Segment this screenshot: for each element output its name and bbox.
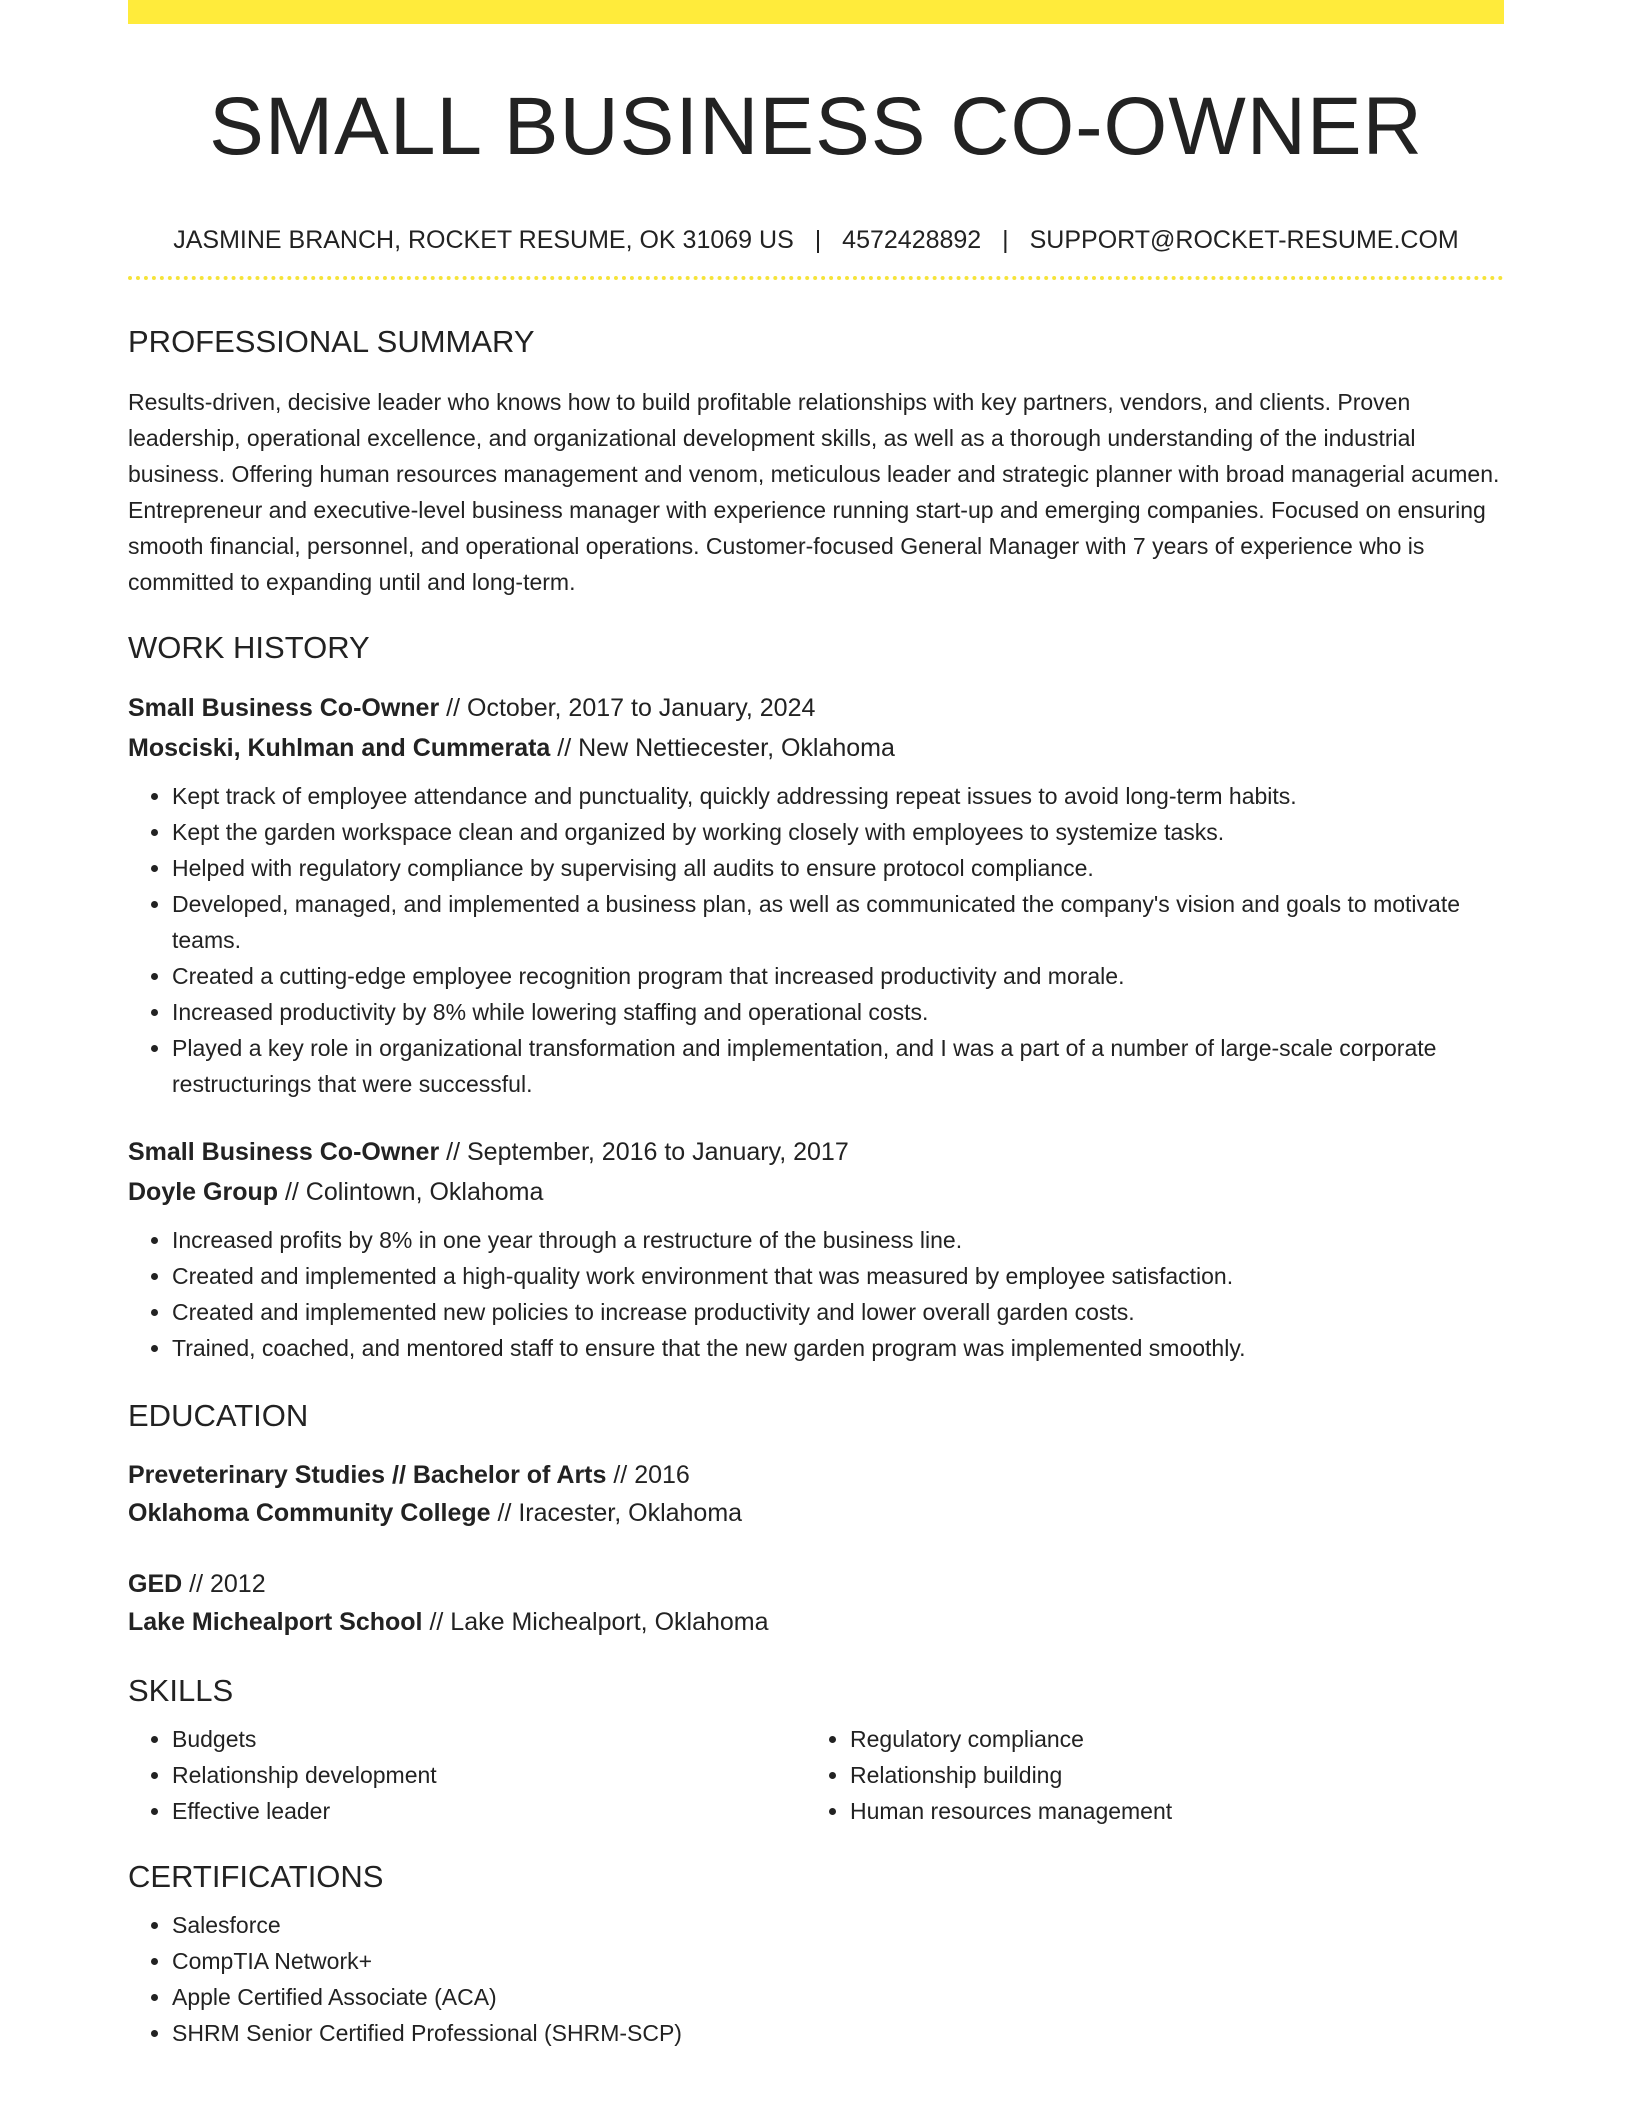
contact-email: SUPPORT@ROCKET-RESUME.COM xyxy=(1029,226,1459,254)
skill-item: • Regulatory compliance xyxy=(850,1721,1484,1757)
header-divider xyxy=(128,276,1504,280)
certification-item: • Salesforce xyxy=(172,1907,1504,1943)
certification-item: • Apple Certified Associate (ACA) xyxy=(172,1979,1504,2015)
skill-item: • Relationship building xyxy=(850,1757,1484,1793)
job-entry xyxy=(128,688,1504,1102)
job-entry xyxy=(128,1132,1504,1366)
job-dates: // October, 2017 to January, 2024 xyxy=(446,694,816,722)
education-degree-line xyxy=(128,1456,1504,1494)
certifications-section xyxy=(128,1857,1504,2051)
skill-item: • Human resources management xyxy=(850,1793,1484,1829)
skill-item: • Relationship development xyxy=(172,1757,806,1793)
job-title: Small Business Co-Owner xyxy=(128,694,440,722)
certification-item: • CompTIA Network+ xyxy=(172,1943,1504,1979)
job-bullet: • Created and implemented a high-quality work environment that was measured by employee satisfaction. xyxy=(172,1258,1504,1294)
work-history-heading: WORK HISTORY xyxy=(128,630,370,665)
education-school-line xyxy=(128,1494,1504,1532)
job-bullet: • Kept track of employee attendance and punctuality, quickly addressing repeat issues to avoid long-term habits. xyxy=(172,778,1504,814)
education-year: // 2012 xyxy=(189,1570,266,1598)
education-degree: Preveterinary Studies // Bachelor of Arts xyxy=(128,1461,607,1489)
summary-text: Results-driven, decisive leader who knows how to build profitable relationships with key partners, vendors, and clients. Proven leadership, operational excellence, and organizational development skills, as well as a thorough understanding of the industrial business. Offering human resources management and venom, meticulous leader and strategic planner with broad managerial acumen. Entrepreneur and executive-level business manager with experience running start-up and emerging companies. Focused on ensuring smooth financial, personnel, and operational operations. Customer-focused General Manager with 7 years of experience who is committed to expanding until and long-term. xyxy=(128,389,1500,595)
resume-title: SMALL BUSINESS CO-OWNER xyxy=(209,81,1423,172)
job-bullet: • Increased productivity by 8% while lowering staffing and operational costs. xyxy=(172,994,1504,1030)
contact-phone: 4572428892 xyxy=(842,226,982,254)
education-degree-line xyxy=(128,1565,1504,1603)
certifications-heading: CERTIFICATIONS xyxy=(128,1859,384,1894)
contact-separator: | xyxy=(1002,226,1009,254)
job-dates: // September, 2016 to January, 2017 xyxy=(446,1138,849,1166)
certification-item: • SHRM Senior Certified Professional (SHRM-SCP) xyxy=(172,2015,1504,2051)
job-title: Small Business Co-Owner xyxy=(128,1138,440,1166)
job-location: // New Nettiecester, Oklahoma xyxy=(557,734,895,762)
job-company-line xyxy=(128,1172,1504,1212)
job-location: // Colintown, Oklahoma xyxy=(284,1178,544,1206)
job-title-line xyxy=(128,1132,1504,1172)
skills-section xyxy=(128,1671,1504,1829)
education-location: // Iracester, Oklahoma xyxy=(497,1499,743,1527)
education-school: Oklahoma Community College xyxy=(128,1499,491,1527)
job-company-line xyxy=(128,728,1504,768)
education-school: Lake Michealport School xyxy=(128,1608,423,1636)
job-bullet: • Increased profits by 8% in one year through a restructure of the business line. xyxy=(172,1222,1504,1258)
education-degree: GED xyxy=(128,1570,183,1598)
job-bullet: • Trained, coached, and mentored staff to ensure that the new garden program was implemented smoothly. xyxy=(172,1330,1504,1366)
job-bullet-list xyxy=(128,1222,1504,1366)
job-company: Mosciski, Kuhlman and Cummerata xyxy=(128,734,551,762)
resume-page xyxy=(128,0,1504,2051)
skills-columns xyxy=(128,1721,1504,1829)
contact-address: JASMINE BRANCH, ROCKET RESUME, OK 31069 US xyxy=(173,226,794,254)
skills-heading: SKILLS xyxy=(128,1673,234,1708)
summary-heading: PROFESSIONAL SUMMARY xyxy=(128,324,535,359)
education-entry xyxy=(128,1565,1504,1641)
summary-section xyxy=(128,322,1504,600)
skill-item: • Budgets xyxy=(172,1721,806,1757)
job-bullet: • Kept the garden workspace clean and organized by working closely with employees to systemize tasks. xyxy=(172,814,1504,850)
education-school-line xyxy=(128,1603,1504,1641)
skills-list-left xyxy=(128,1721,806,1829)
job-bullet: • Helped with regulatory compliance by supervising all audits to ensure protocol compliance. xyxy=(172,850,1504,886)
job-bullet-list xyxy=(128,778,1504,1102)
accent-top-bar xyxy=(128,0,1504,24)
job-bullet: • Played a key role in organizational transformation and implementation, and I was a part of a number of large-scale corporate restructurings that were successful. xyxy=(172,1030,1504,1102)
job-bullet: • Created and implemented new policies to increase productivity and lower overall garden costs. xyxy=(172,1294,1504,1330)
certifications-list xyxy=(128,1907,1504,2051)
skills-list-right xyxy=(806,1721,1484,1829)
job-bullet: • Created a cutting-edge employee recognition program that increased productivity and morale. xyxy=(172,958,1504,994)
education-location: // Lake Michealport, Oklahoma xyxy=(429,1608,769,1636)
contact-separator: | xyxy=(814,226,822,254)
education-entry xyxy=(128,1456,1504,1532)
skill-item: • Effective leader xyxy=(172,1793,806,1829)
job-bullet: • Developed, managed, and implemented a business plan, as well as communicated the company's vision and goals to motivate teams. xyxy=(172,886,1504,958)
education-section xyxy=(128,1396,1504,1641)
education-heading: EDUCATION xyxy=(128,1398,309,1433)
education-year: // 2016 xyxy=(613,1461,690,1489)
contact-line xyxy=(128,224,1504,256)
job-company: Doyle Group xyxy=(128,1178,279,1206)
job-title-line xyxy=(128,688,1504,728)
work-history-section xyxy=(128,628,1504,1366)
